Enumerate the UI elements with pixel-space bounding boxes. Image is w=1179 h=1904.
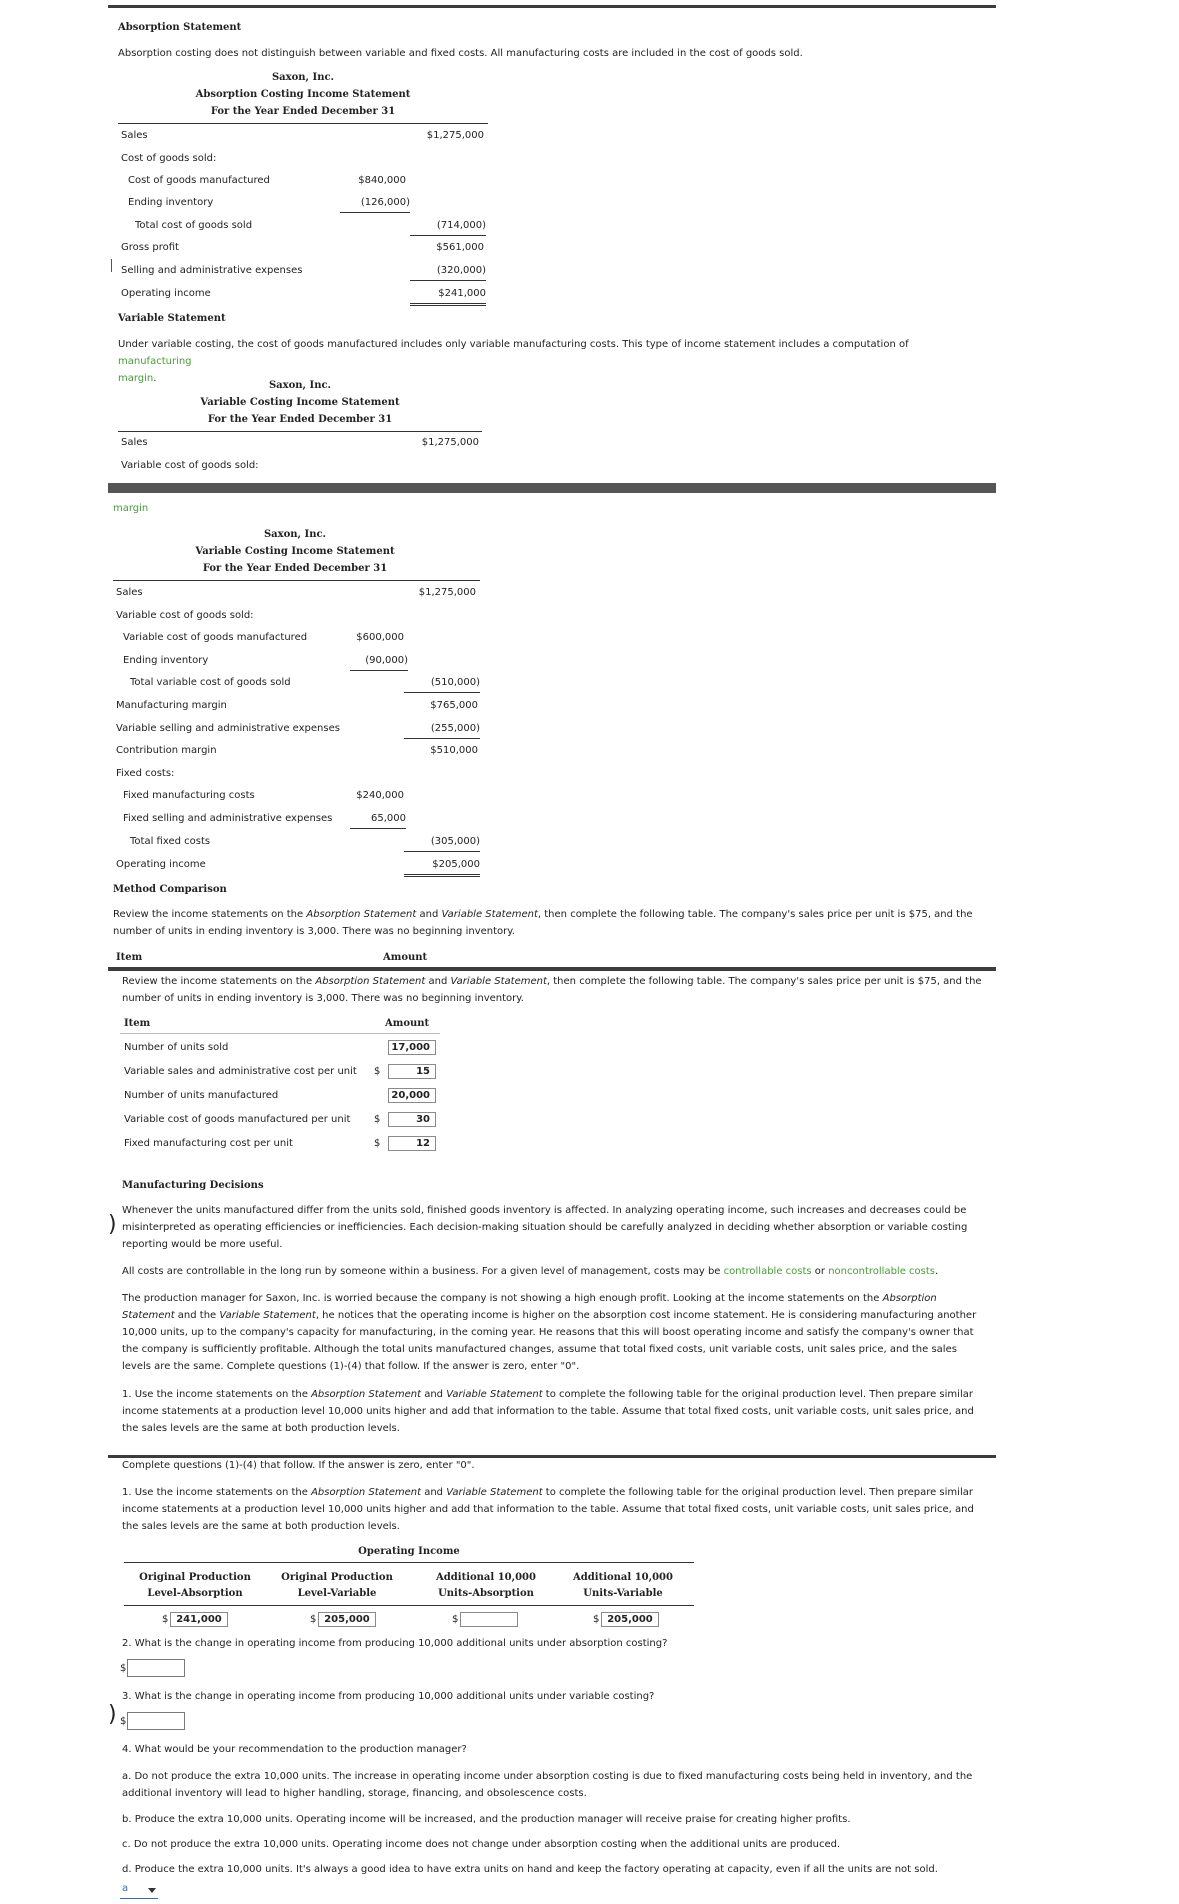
total-cogs-value: (714,000) [410,220,486,236]
sga-label: Selling and administrative expenses [121,265,303,276]
chevron-down-icon [148,1888,156,1893]
ending-inventory-label: Ending inventory [123,655,209,666]
fixed-costs-label: Fixed costs: [116,768,175,779]
company-name: Saxon, Inc. [271,72,335,83]
statement-title: Variable Costing Income Statement [195,546,395,557]
company-name-top: Saxon, Inc. [268,380,332,391]
screenshot-seam-2 [108,967,996,971]
vcogm-label: Variable cost of goods manufactured [123,632,308,643]
comparison-intro: Review the income statements on the Absorption Statement and Variable Statement, then complete the following table. The company's sales price per unit is $75, and the number of units in ending inventory is 3,000. There was no beginning inventory. [122,976,982,1004]
q2-answer-input[interactable] [127,1659,185,1677]
statement-title: Absorption Costing Income Statement [195,89,411,100]
currency-symbol: $ [120,1663,127,1674]
vsga-label: Variable selling and administrative expenses [116,723,340,734]
variable-intro: Under variable costing, the cost of goods manufactured includes only variable manufacturing costs. This type of income statement includes a computation of manufacturing margin. [118,339,909,384]
currency-symbol: $ [374,1114,381,1125]
header-rule [113,580,480,581]
question-2: 2. What is the change in operating income from producing 10,000 additional units under absorption costing? [122,1638,668,1649]
sales-label-top: Sales [121,437,148,448]
absorption-intro: Absorption costing does not distinguish between variable and fixed costs. All manufacturing costs are included in the cost of goods sold. [118,48,803,59]
question-1: 1. Use the income statements on the Absorption Statement and Variable Statement to complete the following table for the original production level. Then prepare similar income statements at a production level 10,000 units higher and add that information to the table. Assume that total fixed costs, unit variable costs, unit sales price, and the sales levels are the same at both production levels. [122,1487,974,1532]
col-amount: Amount [385,1018,430,1029]
ending-inventory-value: (90,000) [350,655,408,671]
fixed-mfg-value: $240,000 [356,790,404,801]
total-cogs-label: Total cost of goods sold [135,220,253,231]
op-table-top-rule [124,1562,694,1563]
operating-income-label: Operating income [116,859,206,870]
operating-income-title: Operating Income [358,1546,460,1557]
fixed-mfg-unit-label: Fixed manufacturing cost per unit [124,1138,293,1149]
orig-variable-input[interactable]: 205,000 [318,1612,376,1627]
gross-profit-label: Gross profit [121,242,179,253]
vcogm-value: $600,000 [356,632,404,643]
mfg-margin-value: $765,000 [430,700,478,711]
operating-income-value: $205,000 [404,859,480,877]
currency-symbol: $ [593,1614,600,1625]
vcogs-label: Variable cost of goods sold: [116,610,254,621]
question-4: 4. What would be your recommendation to the production manager? [122,1744,467,1755]
currency-symbol: $ [310,1614,317,1625]
currency-symbol: $ [162,1614,169,1625]
currency-symbol: $ [374,1066,381,1077]
manufacturing-margin-link[interactable]: manufacturing [118,356,192,367]
selected-option: a [122,1883,129,1894]
cogm-value: $840,000 [358,175,406,186]
manufacturing-margin-link-cont[interactable]: margin [118,373,154,384]
screenshot-seam-3 [108,1455,996,1458]
contribution-margin-label: Contribution margin [116,745,217,756]
decisions-para3: The production manager for Saxon, Inc. is worried because the company is not showing a high enough profit. Looking at the income statements on the Absorption Statement and the Variable Statement, he notices that the operating income is higher on the absorption cost income statement. He is considering manufacturing another 10,000 units, up to the company's capacity for manufacturing, in the coming year. He reasons that this will boost operating income and satisfy the company's owner that the company is sufficiently profitable. Although the total units manufactured changes, assume that total fixed costs, unit variable costs, unit sales price, and the sales levels are the same. Complete questions (1)-(4) that follow. If the answer is zero, enter "0". [122,1293,977,1372]
statement-title-top: Variable Costing Income Statement [200,397,400,408]
currency-symbol: $ [374,1138,381,1149]
statement-period: For the Year Ended December 31 [202,563,388,574]
decisions-para2: All costs are controllable in the long run by someone within a business. For a given level of management, costs may be controllable costs or noncontrollable costs. [122,1266,939,1277]
table-header-rule [120,1033,440,1034]
var-sga-cost-input[interactable]: 15 [388,1064,436,1079]
company-name: Saxon, Inc. [263,529,327,540]
question-1-top: 1. Use the income statements on the Absorption Statement and Variable Statement to complete the following table for the original production level. Then prepare similar income statements at a production level 10,000 units higher and add that information to the table. Assume that total fixed costs, unit variable costs, unit sales price, and the sales levels are the same at both production levels. [122,1389,974,1434]
total-vcogs-value: (510,000) [404,677,480,693]
var-cogm-unit-label: Variable cost of goods manufactured per unit [124,1114,351,1125]
hdr-add-absorption: Additional 10,000 Units-Absorption [436,1572,536,1599]
col-item-top: Item [116,952,143,963]
ending-inventory-label: Ending inventory [128,197,214,208]
op-table-header-rule [124,1605,694,1606]
comparison-section-title: Method Comparison [113,884,227,895]
controllable-costs-link[interactable]: controllable costs [723,1266,812,1277]
contribution-margin-value: $510,000 [430,745,478,756]
sales-value: $1,275,000 [418,587,476,598]
var-cogm-unit-input[interactable]: 30 [388,1112,436,1127]
fixed-mfg-label: Fixed manufacturing costs [123,790,255,801]
recommendation-select[interactable] [120,1883,158,1899]
option-d: d. Produce the extra 10,000 units. It's always a good idea to have extra units on hand and keep the factory operating at capacity, even if all the units are not sold. [122,1864,938,1875]
fixed-sga-label: Fixed selling and administrative expenses [123,813,333,824]
statement-period: For the Year Ended December 31 [210,106,396,117]
statement-period-top: For the Year Ended December 31 [207,414,393,425]
option-c: c. Do not produce the extra 10,000 units. Operating income does not change under absorption costing when the additional units are produced. [122,1839,841,1850]
paren-marker: ) [108,1212,117,1237]
cogs-label: Cost of goods sold: [121,153,217,164]
top-divider [108,5,996,8]
noncontrollable-costs-link[interactable]: noncontrollable costs [828,1266,935,1277]
units-manufactured-label: Number of units manufactured [124,1090,279,1101]
sga-value: (320,000) [410,265,486,281]
gross-profit-value: $561,000 [436,242,484,253]
header-rule [118,123,488,124]
sales-value: $1,275,000 [426,130,484,141]
add-absorption-input[interactable] [460,1612,518,1627]
option-a: a. Do not produce the extra 10,000 units. The increase in operating income under absorption costing is due to fixed manufacturing costs being held in inventory, and the additional inventory will lead to higher handling, storage, financing, and obsolescence costs. [122,1771,973,1799]
repeat-instruction: Complete questions (1)-(4) that follow. If the answer is zero, enter "0". [122,1460,475,1471]
hdr-add-variable: Additional 10,000 Units-Variable [573,1572,673,1599]
operating-income-value: $241,000 [410,288,486,306]
add-variable-input[interactable]: 205,000 [601,1612,659,1627]
fixed-mfg-unit-input[interactable]: 12 [388,1136,436,1151]
decisions-section-title: Manufacturing Decisions [122,1180,264,1191]
currency-symbol: $ [452,1614,459,1625]
q3-answer-input[interactable] [127,1712,185,1730]
var-sga-cost-label: Variable sales and administrative cost per unit [124,1066,357,1077]
hdr-orig-variable: Original Production Level-Variable [281,1572,393,1599]
total-fixed-value: (305,000) [404,836,480,852]
text-cursor [111,259,112,272]
margin-link-fragment[interactable]: margin [113,503,149,514]
units-sold-label: Number of units sold [124,1042,229,1053]
fixed-sga-value: 65,000 [350,813,406,829]
variable-section-title: Variable Statement [118,313,226,324]
sales-label: Sales [121,130,148,141]
cogm-label: Cost of goods manufactured [128,175,270,186]
orig-absorption-input[interactable]: 241,000 [170,1612,228,1627]
sales-value-top: $1,275,000 [421,437,479,448]
vsga-value: (255,000) [404,723,480,739]
decisions-para1: Whenever the units manufactured differ from the units sold, finished goods inventory is affected. In analyzing operating income, such increases and decreases could be misinterpreted as operating efficiencies or inefficiencies. Each decision-making situation should be carefully analyzed in deciding whether absorption or variable costing reporting would be more useful. [122,1205,968,1250]
total-vcogs-label: Total variable cost of goods sold [130,677,291,688]
units-sold-input[interactable]: 17,000 [388,1040,436,1055]
option-b: b. Produce the extra 10,000 units. Operating income will be increased, and the production manager will receive praise for creating higher profits. [122,1814,851,1825]
sales-label: Sales [116,587,143,598]
vcogs-label-top: Variable cost of goods sold: [121,460,259,471]
paren-marker-2: ) [108,1702,117,1727]
ending-inventory-value: (126,000) [340,197,410,213]
hdr-orig-absorption: Original Production Level-Absorption [139,1572,251,1599]
mfg-margin-label: Manufacturing margin [116,700,227,711]
absorption-section-title: Absorption Statement [118,22,242,33]
comparison-intro-top: Review the income statements on the Absorption Statement and Variable Statement, then complete the following table. The company's sales price per unit is $75, and the number of units in ending inventory is 3,000. There was no beginning inventory. [113,909,973,937]
col-item: Item [124,1018,151,1029]
col-amount-top: Amount [383,952,428,963]
units-manufactured-input[interactable]: 20,000 [388,1088,436,1103]
total-fixed-label: Total fixed costs [130,836,211,847]
question-3: 3. What is the change in operating income from producing 10,000 additional units under variable costing? [122,1691,655,1702]
header-rule-top [118,431,482,432]
operating-income-label: Operating income [121,288,211,299]
currency-symbol: $ [120,1716,127,1727]
screenshot-seam [108,483,996,493]
